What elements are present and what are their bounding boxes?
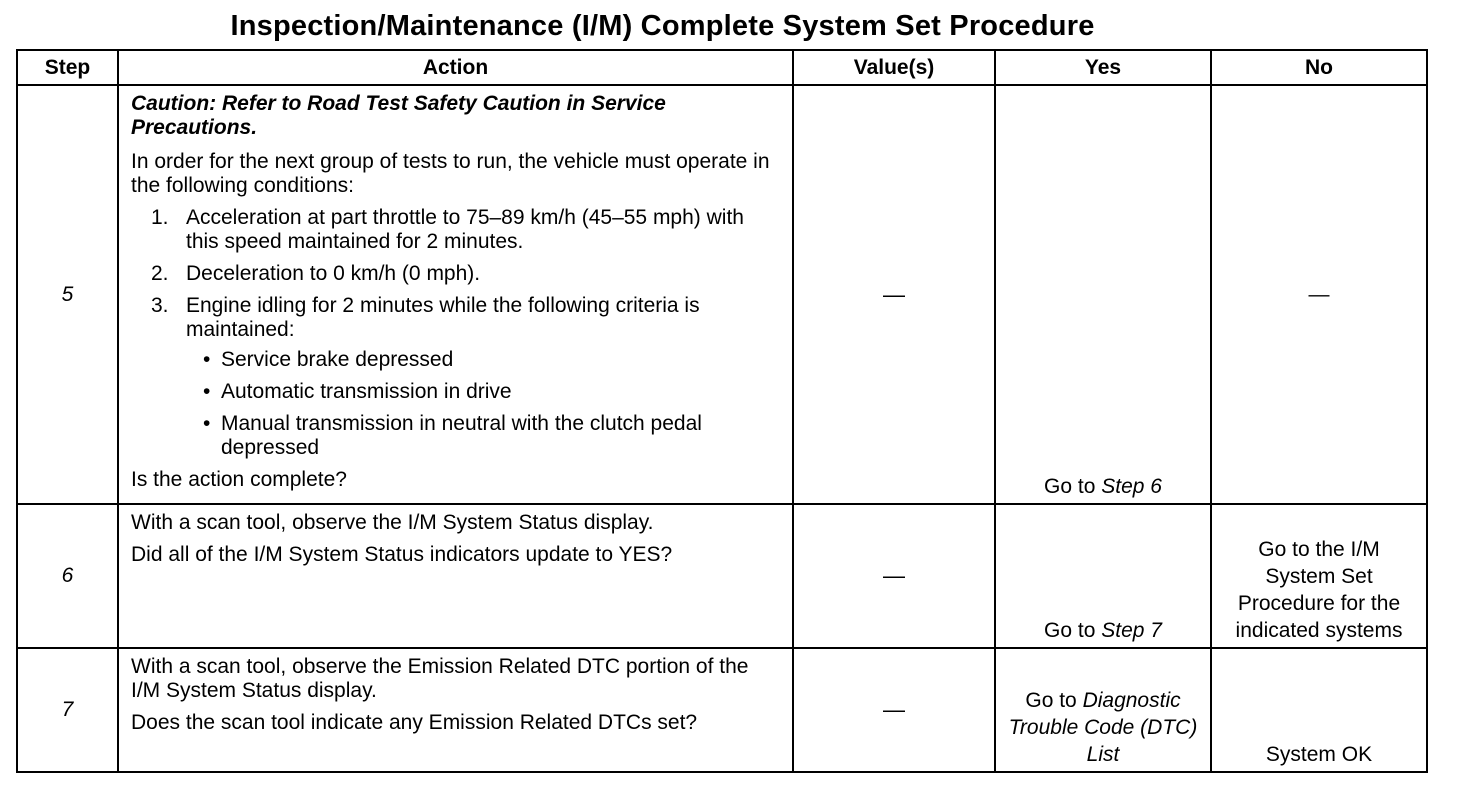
table-row-step-7 [17,648,1427,772]
step-number: 5 [17,85,118,504]
condition-list [131,206,782,460]
bullet-item [186,412,782,460]
instruction-text: With a scan tool, observe the I/M System Status display. [131,511,654,534]
header-yes: Yes [995,50,1211,85]
bullet-marker: • [203,348,211,371]
bullet-text: Automatic transmission in drive [221,380,512,403]
list-item [131,294,782,460]
page-title: Inspection/Maintenance (I/M) Complete System Set Procedure [230,10,1095,42]
action-cell [118,504,793,648]
list-item [131,206,782,254]
caution-text: Caution: Refer to Road Test Safety Caution in Service Precautions. [131,92,666,139]
header-action: Action [118,50,793,85]
yes-cell [995,504,1211,648]
no-cell: — [1211,85,1427,504]
header-no: No [1211,50,1427,85]
value-cell: — [793,85,995,504]
list-marker: 1. [151,206,169,229]
no-cell: System OK [1211,648,1427,772]
yes-link[interactable]: Step 7 [1101,619,1162,642]
value-cell: — [793,648,995,772]
action-cell [118,85,793,504]
yes-link[interactable]: Diagnostic Trouble Code (DTC) List [1008,689,1198,766]
list-item-text: Engine idling for 2 minutes while the following criteria is maintained: [186,294,700,341]
list-item [131,262,782,286]
intro-text: In order for the next group of tests to run, the vehicle must operate in the following conditions: [131,150,770,197]
table-row-step-5 [17,85,1427,504]
bullet-text: Service brake depressed [221,348,454,371]
instruction-text: With a scan tool, observe the Emission Related DTC portion of the I/M System Status display. [131,655,749,702]
yes-cell [995,85,1211,504]
bullet-marker: • [203,412,211,435]
yes-prefix: Go to [1044,475,1102,498]
question-text: Did all of the I/M System Status indicators update to YES? [131,543,673,566]
header-values: Value(s) [793,50,995,85]
question-text: Does the scan tool indicate any Emission Related DTCs set? [131,711,698,734]
no-link[interactable]: Go to the I/M System Set Procedure for the indicated systems [1235,538,1403,642]
value-cell: — [793,504,995,648]
header-row [17,50,1427,85]
list-item-text: Deceleration to 0 km/h (0 mph). [186,262,481,285]
header-step: Step [17,50,118,85]
yes-prefix: Go to [1025,689,1083,712]
bullet-item [186,380,782,404]
question-text: Is the action complete? [131,468,347,491]
yes-prefix: Go to [1044,619,1102,642]
action-cell [118,648,793,772]
yes-link[interactable]: Step 6 [1101,475,1162,498]
bullet-text: Manual transmission in neutral with the clutch pedal depressed [221,412,702,459]
table-row-step-6 [17,504,1427,648]
bullet-item [186,348,782,372]
no-cell [1211,504,1427,648]
list-marker: 2. [151,262,169,285]
list-item-text: Acceleration at part throttle to 75–89 km/h (45–55 mph) with this speed maintained for 2 minutes. [186,206,744,253]
procedure-table [16,49,1428,773]
step-number: 7 [17,648,118,772]
yes-cell [995,648,1211,772]
criteria-list [186,348,782,460]
bullet-marker: • [203,380,211,403]
list-marker: 3. [151,294,169,317]
step-number: 6 [17,504,118,648]
